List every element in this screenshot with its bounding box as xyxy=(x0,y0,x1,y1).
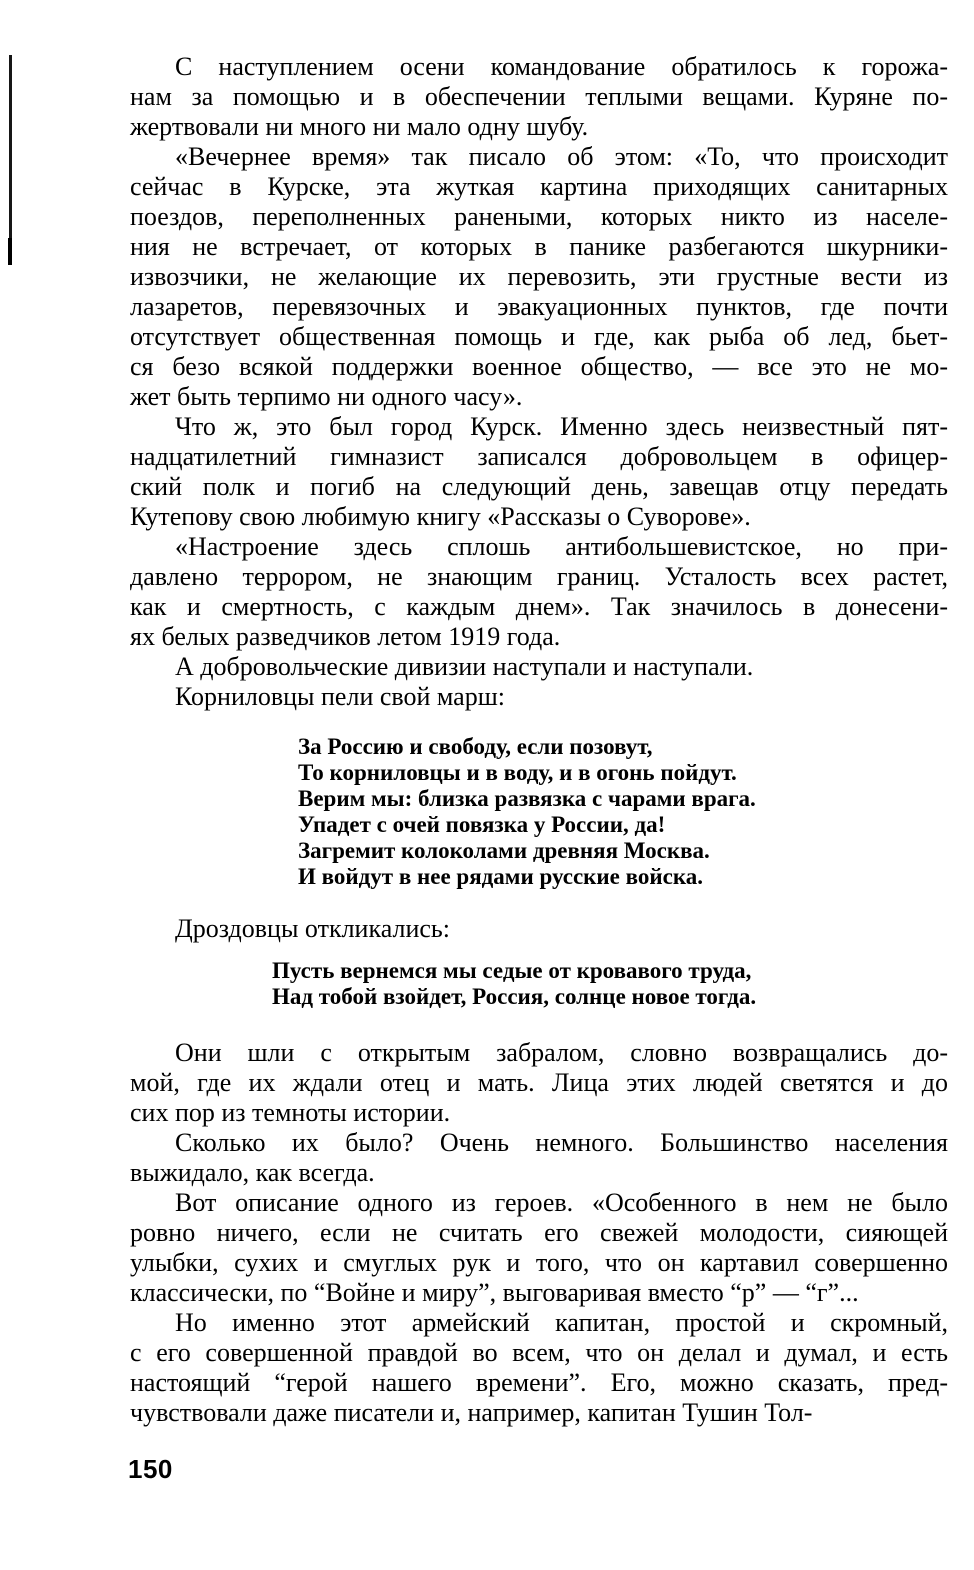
text-line: ях белых разведчиков летом 1919 года. xyxy=(130,622,561,651)
text-line: надцатилетний гимназист записался добровольцем в офицер- xyxy=(130,442,948,471)
text-line: Дроздовцы откликались: xyxy=(175,914,450,943)
verse-block xyxy=(272,958,948,1010)
text-line: настоящий “герой нашего времени”. Его, можно сказать, пред- xyxy=(130,1368,948,1397)
text-line: извозчики, не желающие их перевозить, эти грустные вести из xyxy=(130,262,948,291)
text-line: нам за помощью и в обеспечении теплыми вещами. Куряне по- xyxy=(130,82,948,111)
verse-line: И войдут в нее рядами русские войска. xyxy=(298,864,704,889)
text-line: «Вечернее время» так писало об этом: «То, что происходит xyxy=(175,142,948,171)
paragraph xyxy=(130,1188,948,1308)
paragraph xyxy=(130,1038,948,1128)
scan-artifact-line-lower xyxy=(8,238,12,265)
text-line: мой, где их ждали отец и мать. Лица этих людей светятся и до xyxy=(130,1068,948,1097)
paragraph xyxy=(130,1308,948,1428)
scan-artifact-line xyxy=(9,55,12,240)
verse-line: За Россию и свободу, если позовут, xyxy=(298,734,653,759)
paragraph xyxy=(130,412,948,532)
text-line: улыбки, сухих и смуглых рук и того, что он картавил совершенно xyxy=(130,1248,948,1277)
text-line: поездов, переполненных ранеными, которых никто из населе- xyxy=(130,202,948,231)
paragraph xyxy=(130,532,948,652)
verse-line: Загремит колоколами древняя Москва. xyxy=(298,838,710,863)
text-line: Корниловцы пели свой марш: xyxy=(175,682,505,711)
text-line: С наступлением осени командование обратилось к горожа- xyxy=(175,52,948,81)
text-line: сейчас в Курске, эта жуткая картина приходящих санитарных xyxy=(130,172,948,201)
text-line: давлено террором, не знающим границ. Усталость всех растет, xyxy=(130,562,948,591)
paragraph xyxy=(130,682,948,712)
text-line: классически, по “Войне и миру”, выговаривая вместо “р” — “г”... xyxy=(130,1278,859,1307)
text-line: Кутепову свою любимую книгу «Рассказы о Суворове». xyxy=(130,502,751,531)
text-line: сих пор из темноты истории. xyxy=(130,1098,451,1127)
page-text-column xyxy=(130,52,948,1428)
text-line: ния не встречает, от которых в панике разбегаются шкурники- xyxy=(130,232,948,261)
verse-line: Пусть вернемся мы седые от кровавого труда, xyxy=(272,958,752,983)
text-line: как и смертность, с каждым днем». Так значилось в донесени- xyxy=(130,592,948,621)
text-line: ский полк и погиб на следующий день, завещав отцу передать xyxy=(130,472,948,501)
text-line: жет быть терпимо ни одного часу». xyxy=(130,382,523,411)
paragraph xyxy=(130,914,948,944)
text-line: отсутствует общественная помощь и где, как рыба об лед, бьет- xyxy=(130,322,948,351)
text-line: Они шли с открытым забралом, словно возвращались до- xyxy=(175,1038,948,1067)
text-line: жертвовали ни много ни мало одну шубу. xyxy=(130,112,589,141)
verse-line: Упадет с очей повязка у России, да! xyxy=(298,812,666,837)
text-line: ровно ничего, если не считать его свежей молодости, сияющей xyxy=(130,1218,948,1247)
verse-line: Верим мы: близка развязка с чарами врага. xyxy=(298,786,756,811)
verse-line: То корниловцы и в воду, и в огонь пойдут. xyxy=(298,760,737,785)
paragraph xyxy=(130,1128,948,1188)
text-line: с его совершенной правдой во всем, что он делал и думал, и есть xyxy=(130,1338,948,1367)
page-number: 150 xyxy=(128,1454,173,1484)
verse-line: Над тобой взойдет, Россия, солнце новое тогда. xyxy=(272,984,757,1009)
text-line: А добровольческие дивизии наступали и наступали. xyxy=(175,652,754,681)
text-line: ся безо всякой поддержки военное общество, — все это не мо- xyxy=(130,352,948,381)
paragraph xyxy=(130,142,948,412)
verse-block xyxy=(298,734,948,890)
text-line: чувствовали даже писатели и, например, капитан Тушин Тол- xyxy=(130,1398,813,1427)
text-line: «Настроение здесь сплошь антибольшевистское, но при- xyxy=(175,532,948,561)
paragraph xyxy=(130,52,948,142)
text-line: лазаретов, перевязочных и эвакуационных пунктов, где почти xyxy=(130,292,948,321)
text-line: Что ж, это был город Курск. Именно здесь неизвестный пят- xyxy=(175,412,948,441)
text-line: Вот описание одного из героев. «Особенного в нем не было xyxy=(175,1188,948,1217)
text-line: выжидало, как всегда. xyxy=(130,1158,375,1187)
paragraph xyxy=(130,652,948,682)
text-line: Но именно этот армейский капитан, простой и скромный, xyxy=(175,1308,948,1337)
text-line: Сколько их было? Очень немного. Большинство населения xyxy=(175,1128,948,1157)
